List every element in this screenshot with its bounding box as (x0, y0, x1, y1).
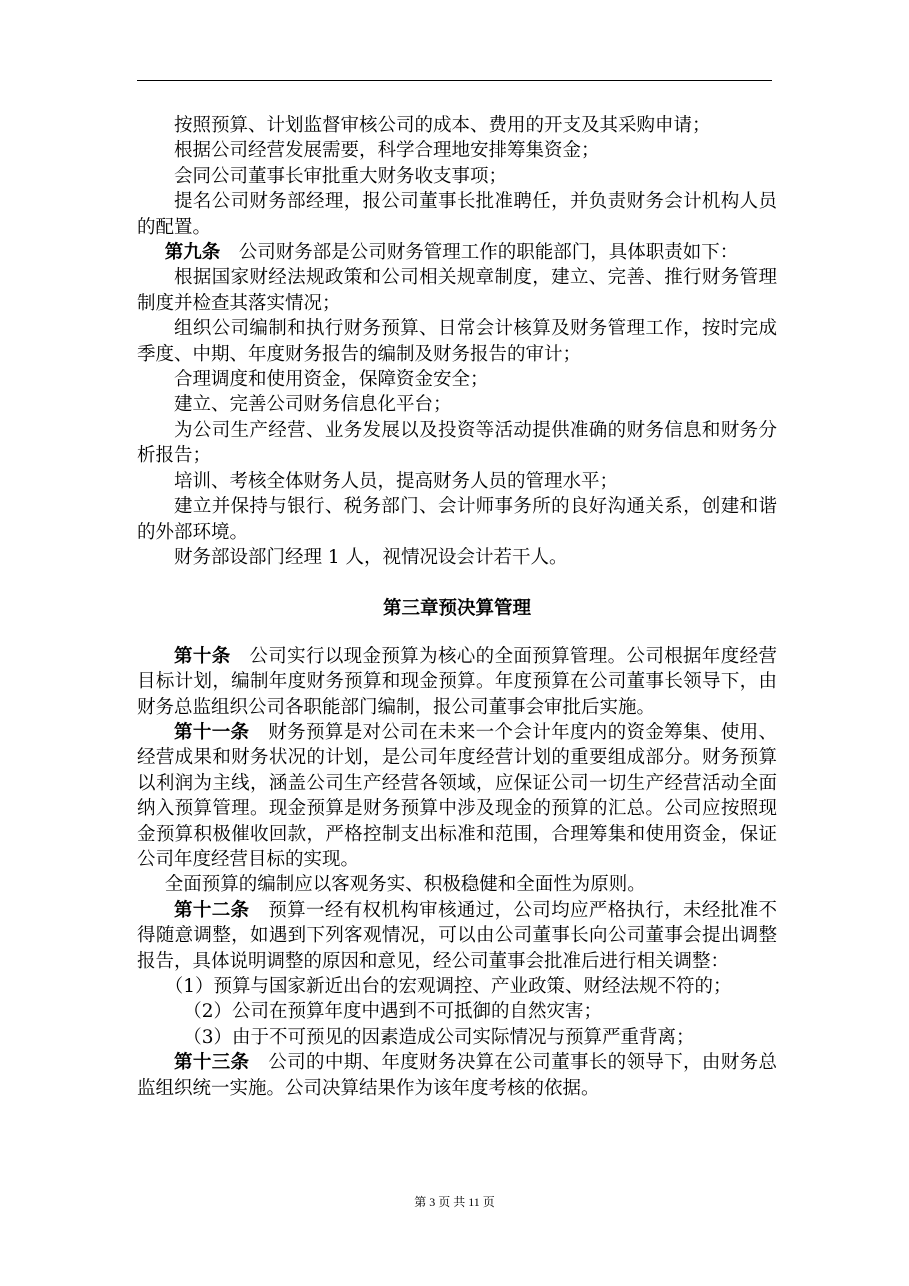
article-text: 公司财务部是公司财务管理工作的职能部门，具体职责如下： (238, 242, 739, 264)
list-item: 组织公司编制和执行财务预算、日常会计核算及财务管理工作，按时完成季度、中期、年度财务报告的编制及财务报告的审计； (137, 318, 777, 365)
page-footer: 第 3 页 共 11 页 (414, 1195, 495, 1209)
article-label: 第十条 (174, 645, 231, 667)
paragraph: 会同公司董事长审批重大财务收支事项； (174, 165, 508, 187)
article-12 (137, 898, 777, 974)
paragraph: 全面预算的编制应以客观务实、积极稳健和全面性为原则。 (164, 874, 646, 896)
article-13 (137, 1050, 777, 1101)
list-item: （2）公司在预算年度中遇到不可抵御的自然灾害； (183, 1001, 603, 1023)
paragraph: 提名公司财务部经理，报公司董事长批准聘任，并负责财务会计机构人员的配置。 (137, 191, 777, 238)
header-rule (137, 80, 772, 81)
paragraph: 根据公司经营发展需要，科学合理地安排筹集资金； (174, 140, 600, 162)
article-11 (137, 720, 777, 872)
list-item: 财务部设部门经理 1 人，视情况设会计若干人。 (174, 546, 568, 568)
chapter-heading: 第三章预决算管理 (382, 598, 531, 620)
article-label: 第十三条 (174, 1052, 250, 1074)
paragraph: 按照预算、计划监督审核公司的成本、费用的开支及其采购申请； (174, 115, 711, 136)
article-label: 第十二条 (174, 899, 250, 921)
document-body (137, 113, 777, 1101)
list-item: （3）由于不可预见的因素造成公司实际情况与预算严重背离； (183, 1026, 695, 1048)
list-item: 培训、考核全体财务人员，提高财务人员的管理水平； (174, 470, 619, 492)
article-text: 公司实行以现金预算为核心的全面预算管理。公司根据年度经营目标计划，编制年度财务预算和现金预算。年度预算在公司董事长领导下，由财务总监组织公司各职能部门编制，报公司董事会审批后实施。 (137, 645, 777, 718)
article-label: 第九条 (164, 242, 221, 264)
article-text: 财务预算是对公司在未来一个会计年度内的资金筹集、使用、经营成果和财务状况的计划，是公司年度经营计划的重要组成部分。财务预算以利润为主线，涵盖公司生产经营各领域，应保证公司一切生产经营活动全面纳入预算管理。现金预算是财务预算中涉及现金的预算的汇总。公司应按照现金预算积极催收回款，严格控制支出标准和范围，合理筹集和使用资金，保证公司年度经营目标的实现。 (137, 721, 777, 870)
article-10 (137, 644, 777, 720)
list-item: 为公司生产经营、业务发展以及投资等活动提供准确的财务信息和财务分析报告； (137, 419, 777, 467)
article-label: 第十一条 (174, 721, 250, 743)
article-text: 预算一经有权机构审核通过，公司均应严格执行，未经批准不得随意调整，如遇到下列客观情况，可以由公司董事长向公司董事会提出调整报告，具体说明调整的原因和意见，经公司董事会批准后进行相关调整： (137, 899, 777, 972)
list-item: 根据国家财经法规政策和公司相关规章制度，建立、完善、推行财务管理制度并检查其落实情况； (137, 267, 777, 314)
list-item: 合理调度和使用资金，保障资金安全； (174, 369, 489, 391)
article-text: 公司的中期、年度财务决算在公司董事长的领导下，由财务总监组织统一实施。公司决算结果作为该年度考核的依据。 (137, 1052, 777, 1099)
list-item: （1）预算与国家新近出台的宏观调控、产业政策、财经法规不符的； (164, 976, 732, 997)
list-item: 建立、完善公司财务信息化平台； (174, 394, 452, 416)
article-9 (137, 240, 777, 265)
list-item: 建立并保持与银行、税务部门、会计师事务所的良好沟通关系，创建和谐的外部环境。 (137, 496, 777, 543)
